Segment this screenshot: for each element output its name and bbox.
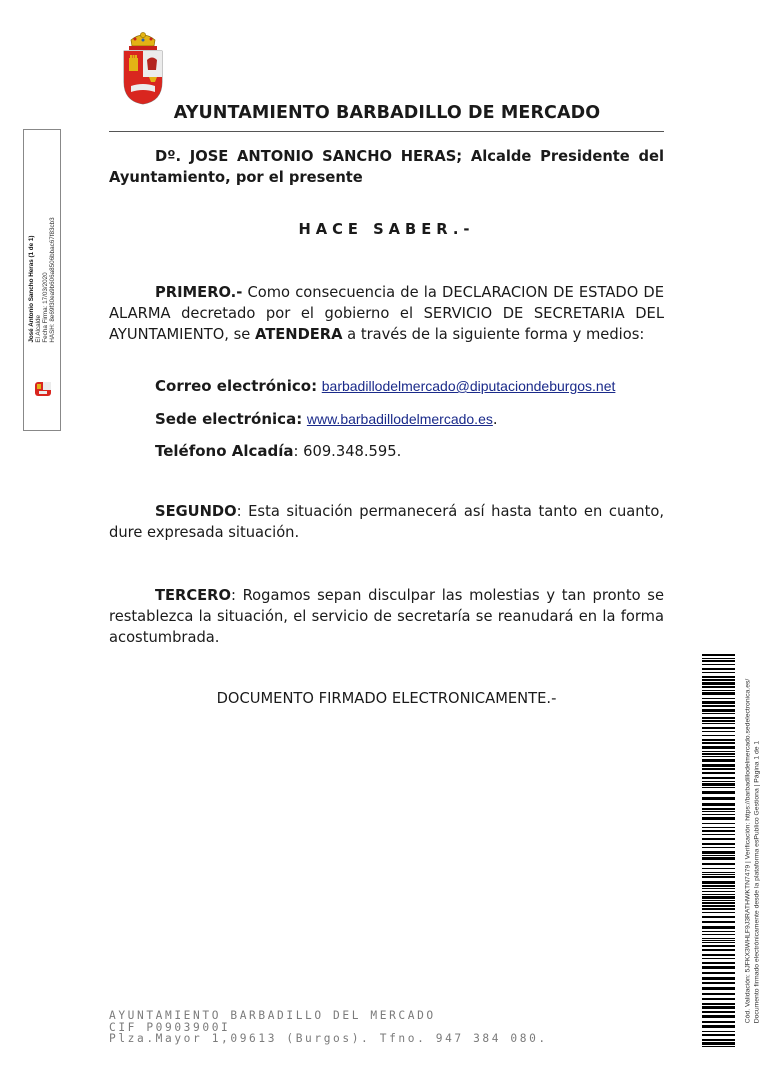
segundo-label: SEGUNDO (155, 503, 237, 520)
barcode-bar (702, 672, 735, 673)
barcode-bar (702, 692, 735, 695)
barcode-bar (702, 881, 735, 884)
barcode-bar (702, 660, 735, 662)
primero-label: PRIMERO.- (155, 284, 243, 301)
barcode-bar (702, 768, 735, 770)
barcode-bar (702, 851, 735, 854)
barcode-bar (702, 949, 735, 951)
barcode-bar (702, 727, 735, 729)
barcode-bar (702, 777, 735, 779)
barcode-bar (702, 843, 735, 845)
barcode-bar (702, 962, 735, 964)
barcode-bar (702, 1031, 735, 1032)
verification-text (745, 679, 762, 1024)
barcode-bar (702, 874, 735, 875)
sede-label: Sede electrónica: (155, 410, 303, 428)
signature-stamp-text (28, 217, 56, 342)
barcode-bar (702, 966, 735, 969)
barcode-bar (702, 945, 735, 947)
barcode-bar (702, 701, 735, 704)
signed-notice: DOCUMENTO FIRMADO ELECTRONICAMENTE.- (216, 690, 557, 707)
barcode-bar (702, 993, 735, 995)
barcode-bar (702, 686, 735, 688)
barcode-bar (702, 827, 735, 828)
barcode-bar (702, 972, 735, 974)
segundo-text: : Esta situación permanecerá así hasta tanto en cuanto, dure expresada situación. (109, 503, 664, 541)
signature-hash: HASH: 8e69f30ea9b606a8506bbac67f83cb3 (49, 217, 56, 343)
barcode-bar (702, 1015, 735, 1018)
barcode-bar (702, 690, 735, 691)
tercero-label: TERCERO (155, 587, 231, 604)
barcode-bar (702, 698, 735, 699)
barcode-bar (702, 720, 735, 722)
telefono-label: Teléfono Alcadía (155, 442, 294, 460)
primero-paragraph (109, 282, 664, 345)
primero-text-a: Como consecuencia de la DECLARACION DE ESTADO DE ALARMA decretado por el gobierno el SERVICIO DE SECRETARIA DEL AYUNTAMIENTO, se (109, 284, 664, 343)
barcode-bar (702, 940, 735, 941)
barcode-bar (702, 735, 735, 736)
barcode-bar (702, 1046, 735, 1047)
barcode-bar (702, 934, 735, 935)
barcode-bar (702, 888, 735, 889)
barcode-bar (702, 894, 735, 895)
barcode-bar (702, 942, 735, 943)
barcode-bar (702, 905, 735, 907)
barcode-bar (702, 814, 735, 815)
footer-line-1: AYUNTAMIENTO BARBADILLO DEL MERCADO (109, 1009, 436, 1022)
barcode-bar (702, 753, 735, 755)
barcode-bar (702, 954, 735, 956)
barcode-bar (702, 654, 735, 656)
barcode-bar (702, 885, 735, 887)
barcode-bar (702, 746, 735, 749)
segundo-paragraph (109, 501, 664, 543)
footer-line-2: CIF P0903900I (109, 1020, 231, 1034)
verification-line-1: Cód. Validación: 5JFKX3WHLF9J3RATHWKTN7479 | Verificación: https://barbadillodelmercado.sedelectronica.es/ (744, 678, 752, 1024)
barcode-bar (702, 658, 735, 659)
footer-address (109, 1010, 548, 1045)
barcode-bar (702, 783, 735, 786)
barcode-bar (702, 855, 735, 856)
sede-line (155, 409, 498, 430)
verification-line-2: Documento firmado electrónicamente desde la plataforma esPublico Gestiona | Página 1 de 1 (753, 740, 760, 1024)
barcode-bar (702, 781, 735, 782)
barcode-bar (702, 664, 735, 665)
barcode-bar (702, 912, 735, 913)
mini-crest-icon (33, 380, 53, 398)
barcode-bar (702, 982, 735, 984)
hace-saber-heading: HACE SABER.- (298, 221, 475, 238)
correo-line (155, 376, 615, 397)
organization-title: AYUNTAMIENTO BARBADILLO DE MERCADO (173, 103, 601, 123)
barcode-bar (702, 977, 735, 980)
barcode-bar (702, 713, 735, 714)
coat-of-arms-logo (121, 30, 165, 106)
barcode-bar (702, 759, 735, 762)
barcode-bar (702, 808, 735, 810)
barcode-bar (702, 987, 735, 990)
barcode-bar (702, 872, 735, 873)
telefono-line (155, 441, 401, 462)
barcode-bar (702, 811, 735, 812)
barcode-bar (702, 1003, 735, 1005)
barcode-bar (702, 668, 735, 670)
barcode-bar (702, 717, 735, 719)
barcode-bar (702, 830, 735, 832)
correo-label: Correo electrónico: (155, 377, 318, 395)
primero-text-b: a través de la siguiente forma y medios: (342, 326, 645, 343)
barcode-bar (702, 709, 735, 712)
barcode-bar (702, 896, 735, 899)
sede-suffix: . (492, 411, 498, 428)
barcode-bar (702, 772, 735, 774)
barcode-bar (702, 998, 735, 1000)
barcode-bar (702, 868, 735, 869)
header-divider (109, 131, 664, 132)
telefono-value: : 609.348.595. (293, 443, 402, 460)
barcode-bar (702, 847, 735, 848)
barcode-bar (702, 791, 735, 794)
barcode-bar (702, 857, 735, 860)
barcode-bar (702, 823, 735, 824)
barcode-bar (702, 938, 735, 939)
barcode-bar (702, 863, 735, 865)
barcode-bar (702, 756, 735, 757)
barcode-bar (702, 902, 735, 904)
tercero-text: : Rogamos sepan disculpar las molestias y tan pronto se restablezca la situación, el servicio de secretaría se reanudará en la forma acostumbrada. (109, 587, 664, 646)
barcode-bar (702, 1039, 735, 1041)
barcode-bar (702, 908, 735, 910)
barcode-bar (702, 876, 735, 878)
barcode-bar (702, 676, 735, 678)
barcode-bar (702, 1025, 735, 1028)
barcode-bar (702, 891, 735, 892)
barcode-bar (702, 803, 735, 806)
signer-role: El Alcalde (35, 315, 42, 343)
barcode-bar (702, 751, 735, 752)
signature-date: Fecha Firma: 17/03/2020 (42, 272, 49, 343)
barcode-bar (702, 1042, 735, 1045)
barcode-bar (702, 931, 735, 932)
barcode-bar (702, 1034, 735, 1036)
alcalde-statement: Dº. JOSE ANTONIO SANCHO HERAS; Alcalde Presidente del Ayuntamiento, por el presente (109, 148, 664, 186)
barcode-bar (702, 731, 735, 732)
signer-name: José Antonio Sancho Heras (1 de 1) (28, 235, 35, 343)
barcode-bar (702, 817, 735, 820)
barcode-bar (702, 739, 735, 741)
correo-link[interactable]: barbadillodelmercado@diputaciondeburgos.net (321, 378, 616, 394)
barcode-bar (702, 1011, 735, 1013)
barcode-bar (702, 764, 735, 767)
barcode-bar (702, 679, 735, 681)
barcode-bar (702, 900, 735, 901)
primero-bold: ATENDERA (255, 326, 343, 343)
barcode-bar (702, 916, 735, 918)
barcode-bar (702, 682, 735, 685)
barcode-bar (702, 958, 735, 959)
barcode-bar (702, 723, 735, 724)
barcode-bar (702, 838, 735, 840)
barcode-bar (702, 834, 735, 835)
barcode-bar (702, 1006, 735, 1009)
footer-line-3: Plza.Mayor 1,09613 (Burgos). Tfno. 947 384 080. (109, 1032, 548, 1045)
tercero-paragraph (109, 585, 664, 648)
barcode-bar (702, 742, 735, 744)
barcode-bar (702, 926, 735, 929)
validation-barcode (702, 654, 735, 1048)
barcode-bar (702, 921, 735, 923)
barcode-bar (702, 787, 735, 788)
sede-link[interactable]: www.barbadillodelmercado.es (306, 411, 493, 427)
barcode-bar (702, 797, 735, 800)
barcode-bar (702, 1021, 735, 1023)
barcode-bar (702, 705, 735, 707)
